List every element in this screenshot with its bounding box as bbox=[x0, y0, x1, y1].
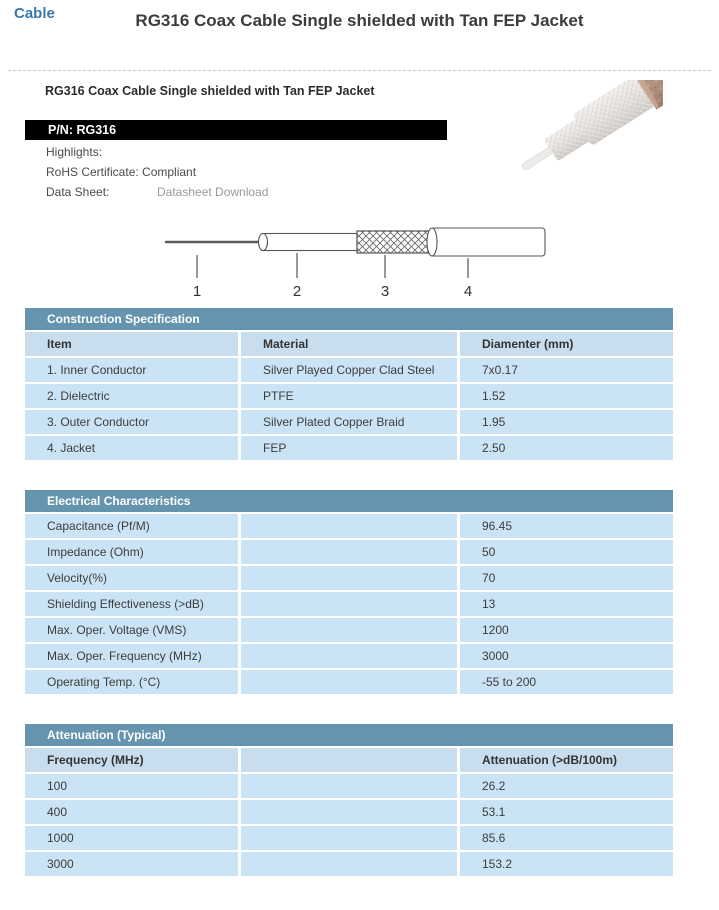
property-cell: Capacitance (Pf/M) bbox=[25, 514, 238, 538]
property-cell: Max. Oper. Frequency (MHz) bbox=[25, 644, 238, 668]
material-cell: Silver Played Copper Clad Steel bbox=[241, 358, 457, 382]
attenuation-cell: 85.6 bbox=[460, 826, 673, 850]
value-cell: 50 bbox=[460, 540, 673, 564]
item-cell: 2. Dielectric bbox=[25, 384, 238, 408]
property-cell: Shielding Effectiveness (>dB) bbox=[25, 592, 238, 616]
diagram-label-1: 1 bbox=[192, 283, 202, 300]
table-row bbox=[25, 410, 673, 434]
table-row bbox=[25, 514, 673, 538]
diagram-dielectric bbox=[262, 234, 357, 251]
column-header-cell: Item bbox=[25, 332, 238, 356]
diameter-cell: 1.95 bbox=[460, 410, 673, 434]
diagram-label-2: 2 bbox=[292, 283, 302, 300]
datasheet-label: Data Sheet: bbox=[46, 185, 110, 199]
property-cell: Max. Oper. Voltage (VMS) bbox=[25, 618, 238, 642]
table-row bbox=[25, 670, 673, 694]
spacer-cell bbox=[241, 592, 457, 616]
spacer-cell bbox=[241, 826, 457, 850]
table-row bbox=[25, 384, 673, 408]
item-cell: 3. Outer Conductor bbox=[25, 410, 238, 434]
column-header-cell: Material bbox=[241, 332, 457, 356]
diagram-label-4: 4 bbox=[463, 283, 473, 300]
spacer-cell bbox=[241, 514, 457, 538]
construction-header-row bbox=[25, 332, 673, 356]
attenuation-header-row bbox=[25, 748, 673, 772]
frequency-cell: 100 bbox=[25, 774, 238, 798]
frequency-cell: 400 bbox=[25, 800, 238, 824]
diagram-jacket bbox=[431, 228, 545, 256]
spacer-cell bbox=[241, 644, 457, 668]
spacer-cell bbox=[241, 618, 457, 642]
attenuation-cell: 153.2 bbox=[460, 852, 673, 876]
attenuation-section bbox=[25, 724, 673, 878]
table-row bbox=[25, 540, 673, 564]
section-header-electrical: Electrical Characteristics bbox=[25, 490, 673, 512]
property-cell: Operating Temp. (°C) bbox=[25, 670, 238, 694]
table-row bbox=[25, 800, 673, 824]
attenuation-table-body bbox=[25, 774, 673, 876]
section-header-attenuation: Attenuation (Typical) bbox=[25, 724, 673, 746]
value-cell: 3000 bbox=[460, 644, 673, 668]
material-cell: Silver Plated Copper Braid bbox=[241, 410, 457, 434]
value-cell: 96.45 bbox=[460, 514, 673, 538]
attenuation-cell: 26.2 bbox=[460, 774, 673, 798]
material-cell: FEP bbox=[241, 436, 457, 460]
item-cell: 4. Jacket bbox=[25, 436, 238, 460]
property-cell: Impedance (Ohm) bbox=[25, 540, 238, 564]
spacer-cell bbox=[241, 670, 457, 694]
table-row bbox=[25, 618, 673, 642]
table-row bbox=[25, 826, 673, 850]
value-cell: 1200 bbox=[460, 618, 673, 642]
diameter-cell: 2.50 bbox=[460, 436, 673, 460]
value-cell: 13 bbox=[460, 592, 673, 616]
table-row bbox=[25, 358, 673, 382]
frequency-cell: 3000 bbox=[25, 852, 238, 876]
diagram-label-3: 3 bbox=[380, 283, 390, 300]
property-cell: Velocity(%) bbox=[25, 566, 238, 590]
column-header-cell: Frequency (MHz) bbox=[25, 748, 238, 772]
table-row bbox=[25, 592, 673, 616]
electrical-table-body bbox=[25, 514, 673, 694]
value-cell: -55 to 200 bbox=[460, 670, 673, 694]
material-cell: PTFE bbox=[241, 384, 457, 408]
column-header-cell: Attenuation (>dB/100m) bbox=[460, 748, 673, 772]
construction-spec-section bbox=[25, 308, 673, 462]
spacer-cell bbox=[241, 800, 457, 824]
page-title: RG316 Coax Cable Single shielded with Tan FEP Jacket bbox=[135, 11, 584, 30]
frequency-cell: 1000 bbox=[25, 826, 238, 850]
cable-photo-group bbox=[511, 80, 663, 185]
electrical-characteristics-section bbox=[25, 490, 673, 696]
value-cell: 70 bbox=[460, 566, 673, 590]
cable-photo-image bbox=[498, 80, 663, 185]
item-cell: 1. Inner Conductor bbox=[25, 358, 238, 382]
table-row bbox=[25, 852, 673, 876]
table-row bbox=[25, 644, 673, 668]
part-number-bar: P/N: RG316 bbox=[25, 120, 447, 140]
column-header-cell: Diamenter (mm) bbox=[460, 332, 673, 356]
diameter-cell: 7x0.17 bbox=[460, 358, 673, 382]
datasheet-download-link[interactable]: Datasheet Download bbox=[157, 185, 269, 199]
spacer-cell bbox=[241, 566, 457, 590]
dashed-divider bbox=[8, 70, 711, 71]
attenuation-cell: 53.1 bbox=[460, 800, 673, 824]
table-row bbox=[25, 566, 673, 590]
highlights-label: Highlights: bbox=[46, 145, 103, 159]
breadcrumb-cable-link[interactable]: Cable bbox=[14, 5, 55, 22]
table-row bbox=[25, 774, 673, 798]
rohs-certificate-text: RoHS Certificate: Compliant bbox=[46, 165, 197, 179]
section-header-construction: Construction Specification bbox=[25, 308, 673, 330]
column-header-cell bbox=[241, 748, 457, 772]
product-heading: RG316 Coax Cable Single shielded with Tan FEP Jacket bbox=[45, 84, 375, 98]
spacer-cell bbox=[241, 540, 457, 564]
table-row bbox=[25, 436, 673, 460]
spacer-cell bbox=[241, 852, 457, 876]
diameter-cell: 1.52 bbox=[460, 384, 673, 408]
cable-construction-diagram bbox=[135, 222, 575, 302]
construction-table-body bbox=[25, 358, 673, 460]
spacer-cell bbox=[241, 774, 457, 798]
